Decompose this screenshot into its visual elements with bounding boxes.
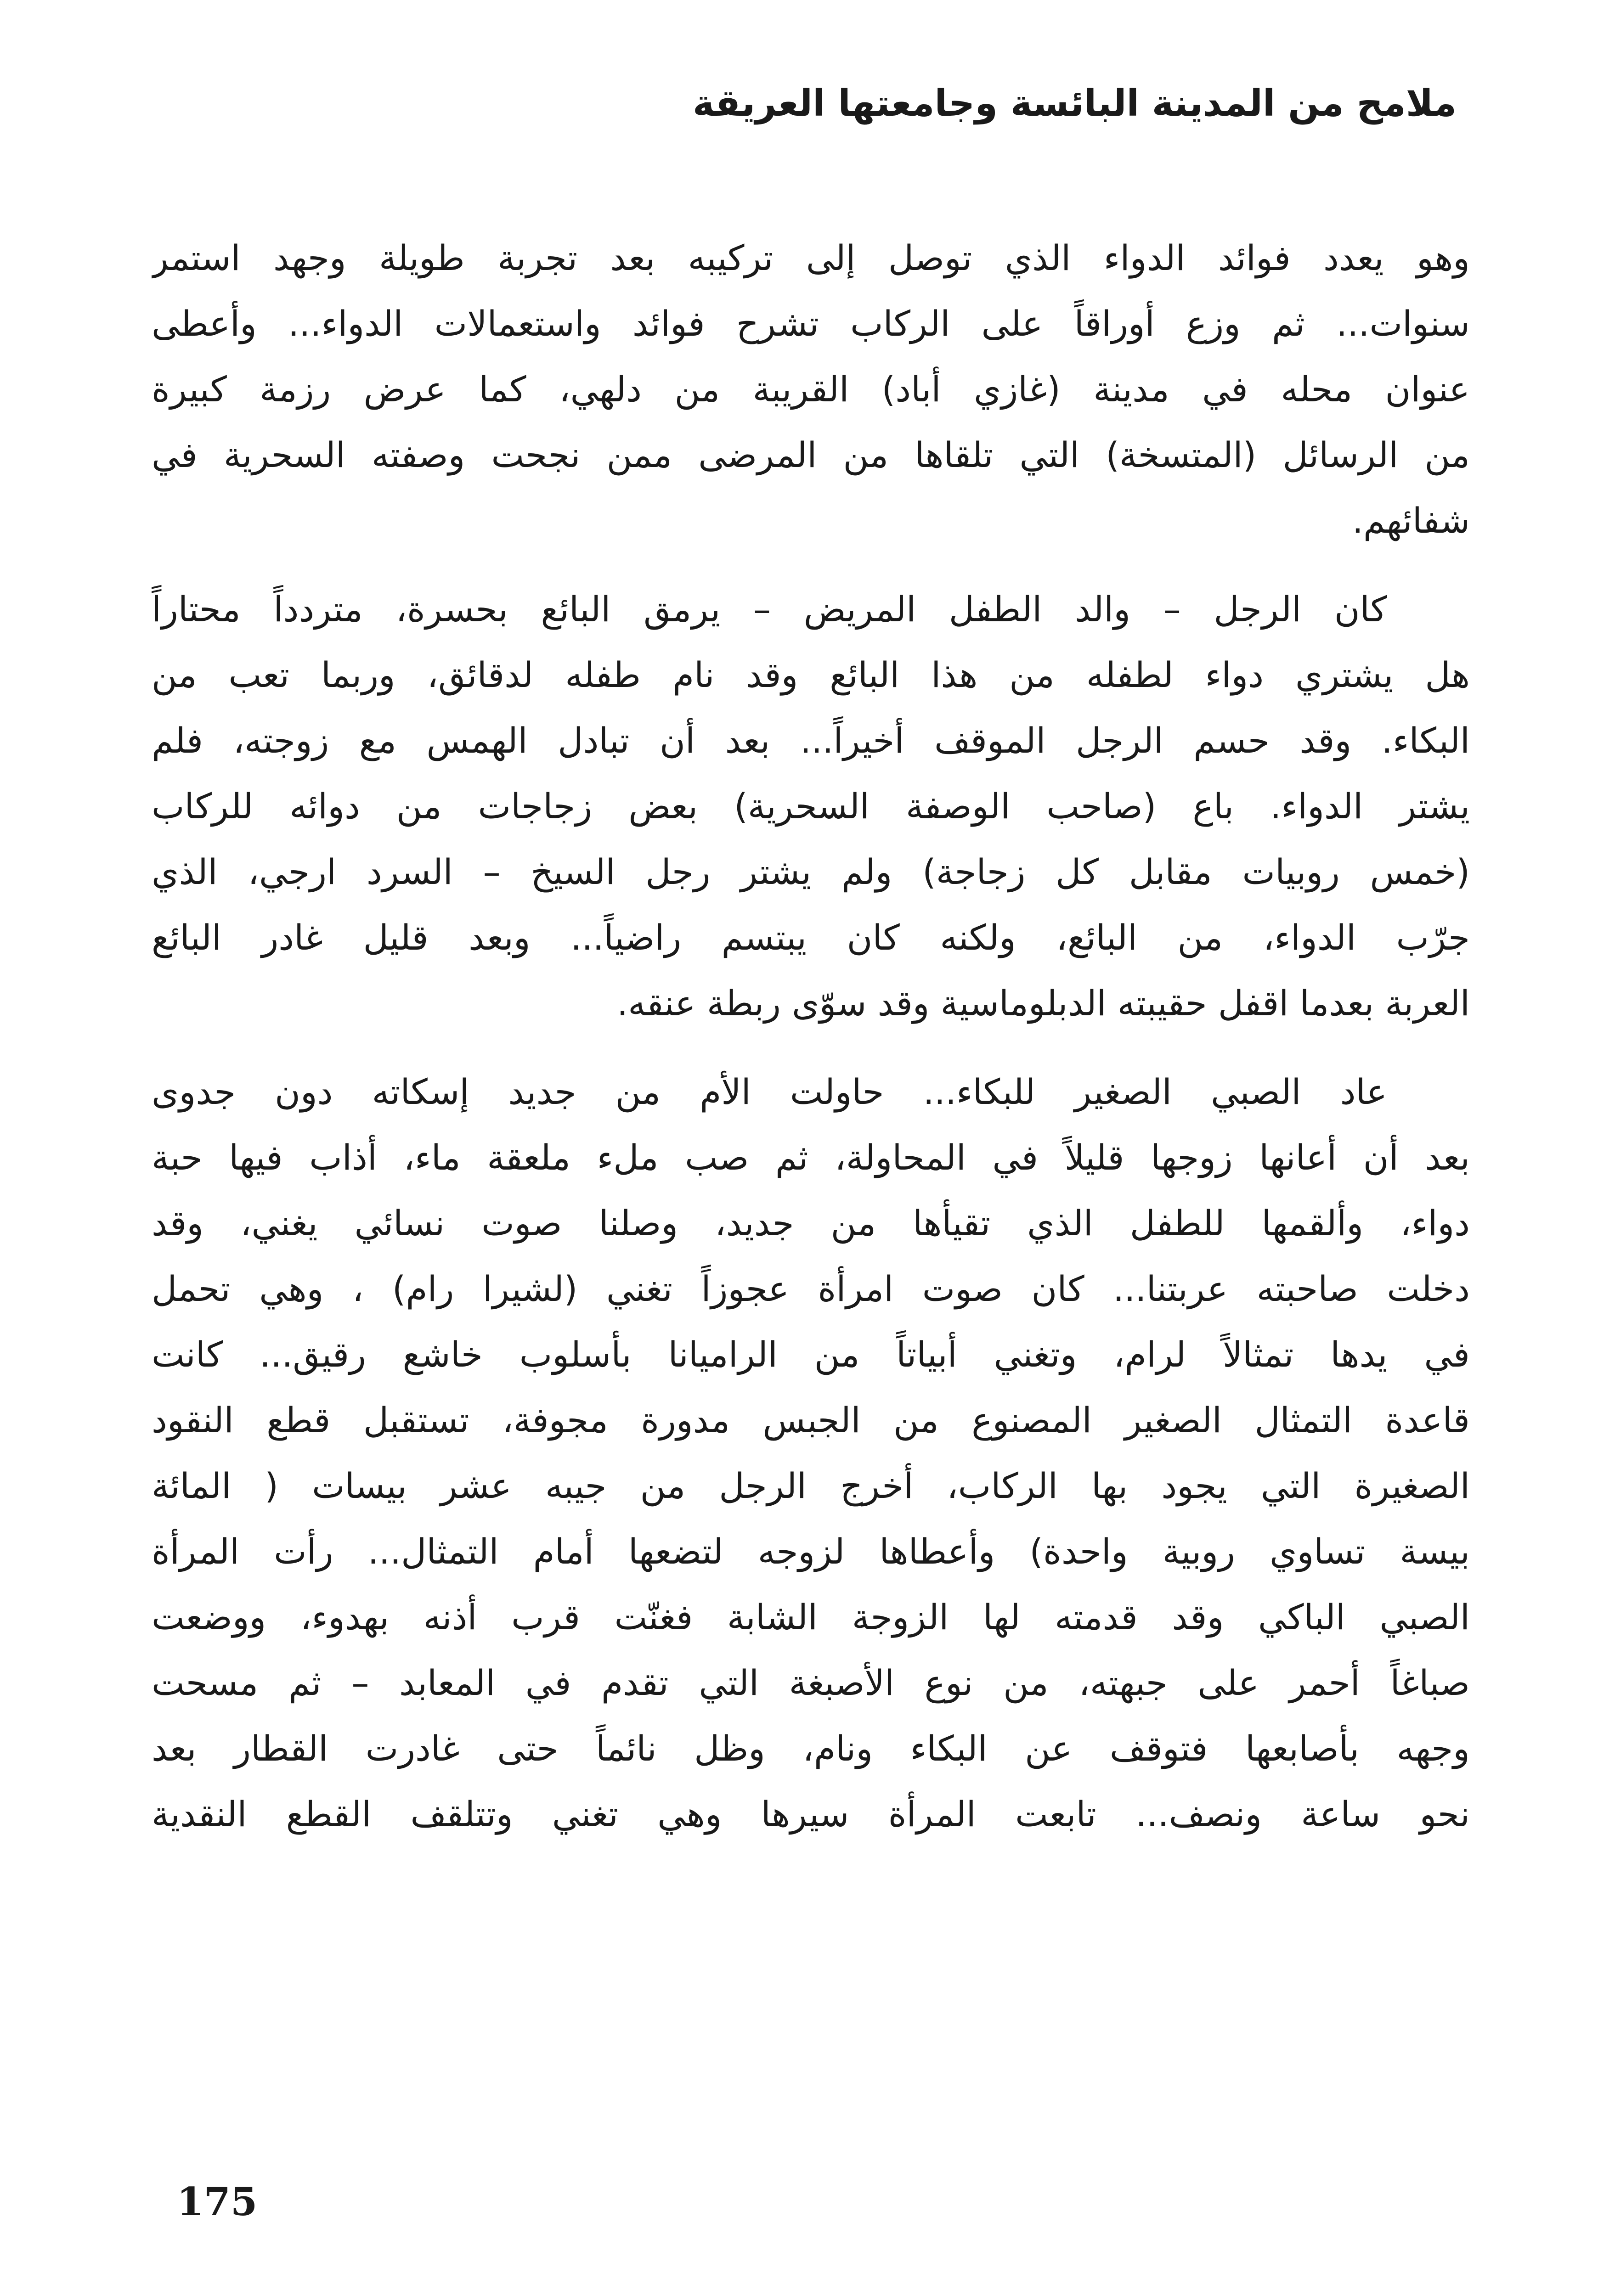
text-line: في يدها تمثالاً لرام، وتغني أبياتاً من الراميانا بأسلوب خاشع رقيق... كانت — [152, 1334, 1470, 1375]
text-line: كان الرجل – والد الطفل المريض – يرمق البائع بحسرة، متردداً محتاراً — [152, 589, 1387, 630]
text-line: سنوات... ثم وزع أوراقاً على الركاب تشرح فوائد واستعمالات الدواء... وأعطى — [152, 303, 1470, 344]
text-line: وهو يعدد فوائد الدواء الذي توصل إلى تركيبه بعد تجربة طويلة وجهد استمر — [152, 237, 1470, 278]
text-line: (خمس روبيات مقابل كل زجاجة) ولم يشتر رجل السيخ – السرد ارجي، الذي — [152, 851, 1470, 892]
text-line: دواء، وألقمها للطفل الذي تقيأها من جديد، وصلنا صوت نسائي يغني، وقد — [152, 1203, 1470, 1244]
text-line: نحو ساعة ونصف... تابعت المرأة سيرها وهي تغني وتتلقف القطع النقدية — [152, 1794, 1470, 1835]
text-line: عنوان محله في مدينة (غازي أباد) القريبة من دلهي، كما عرض رزمة كبيرة — [152, 369, 1470, 410]
paragraph-1 — [152, 225, 1470, 553]
paragraph-2 — [152, 576, 1470, 1036]
text-line: شفائهم. — [1352, 500, 1470, 541]
text-line: عاد الصبي الصغير للبكاء... حاولت الأم من جديد إسكاته دون جدوى — [152, 1071, 1387, 1112]
text-line: دخلت صاحبته عربتنا... كان صوت امرأة عجوزاً تغني (لشيرا رام) ، وهي تحمل — [152, 1268, 1470, 1309]
text-line: البكاء. وقد حسم الرجل الموقف أخيراً... بعد أن تبادل الهمس مع زوجته، فلم — [152, 720, 1470, 761]
text-line: من الرسائل (المتسخة) التي تلقاها من المرضى ممن نجحت وصفته السحرية في — [152, 434, 1470, 475]
text-line: وجهه بأصابعها فتوقف عن البكاء ونام، وظل نائماً حتى غادرت القطار بعد — [152, 1728, 1470, 1769]
running-header: ملامح من المدينة البائسة وجامعتها العريقة — [692, 82, 1457, 124]
text-line: بعد أن أعانها زوجها قليلاً في المحاولة، ثم صب ملء ملعقة ماء، أذاب فيها حبة — [152, 1137, 1470, 1178]
text-line: جرّب الدواء، من البائع، ولكنه كان يبتسم راضياً... وبعد قليل غادر البائع — [152, 917, 1470, 958]
page-number: 175 — [177, 2179, 258, 2224]
text-line: يشتر الدواء. باع (صاحب الوصفة السحرية) بعض زجاجات من دوائه للركاب — [152, 786, 1470, 827]
text-line: قاعدة التمثال الصغير المصنوع من الجبس مدورة مجوفة، تستقبل قطع النقود — [152, 1400, 1470, 1441]
text-line: هل يشتري دواء لطفله من هذا البائع وقد نام طفله لدقائق، وربما تعب من — [152, 654, 1470, 695]
text-line: بيسة تساوي روبية واحدة) وأعطاها لزوجه لتضعها أمام التمثال... رأت المرأة — [152, 1531, 1470, 1572]
paragraph-3 — [152, 1059, 1470, 1847]
body-text — [152, 225, 1470, 1847]
text-line: الصبي الباكي وقد قدمته لها الزوجة الشابة فغنّت قرب أذنه بهدوء، ووضعت — [152, 1597, 1470, 1638]
text-line: العربة بعدما اقفل حقيبته الدبلوماسية وقد سوّى ربطة عنقه. — [617, 983, 1470, 1024]
text-line: صباغاً أحمر على جبهته، من نوع الأصبغة التي تقدم في المعابد – ثم مسحت — [152, 1662, 1470, 1703]
text-line: الصغيرة التي يجود بها الركاب، أخرج الرجل من جيبه عشر بيسات ( المائة — [152, 1465, 1470, 1506]
